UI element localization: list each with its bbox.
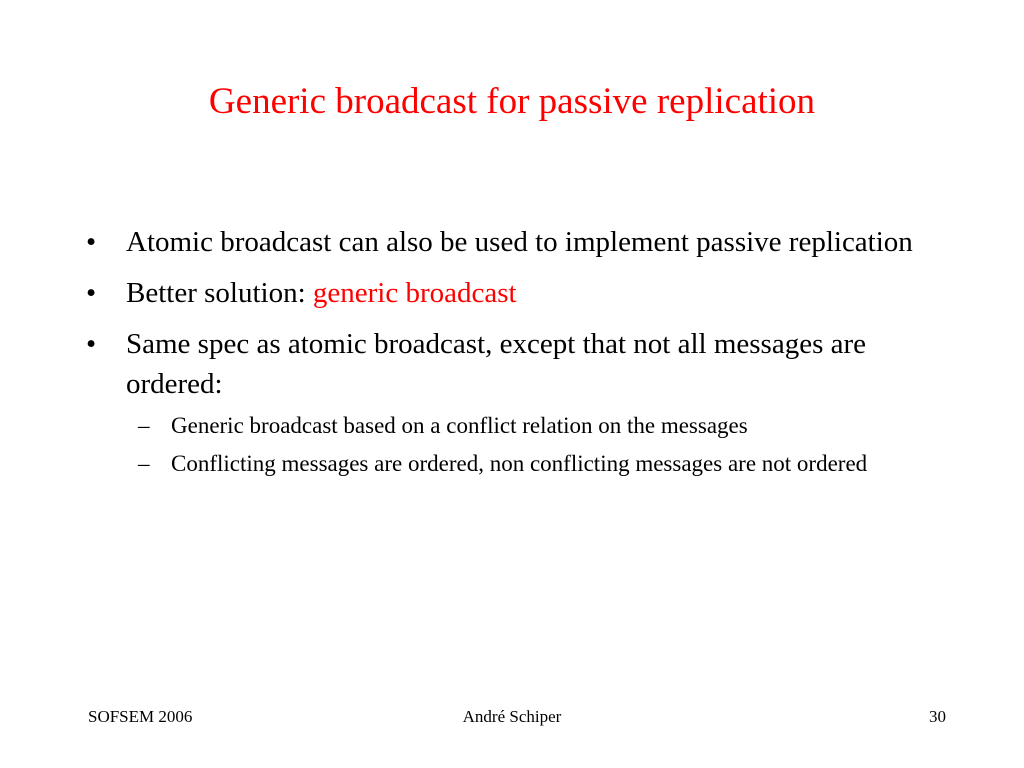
- bullet-text: Same spec as atomic broadcast, except that not all messages are ordered:: [126, 328, 867, 400]
- bullet-marker: •: [86, 277, 97, 309]
- bullet-list: [86, 222, 966, 491]
- footer-author: André Schiper: [462, 707, 562, 726]
- bullet-marker: •: [86, 226, 97, 258]
- footer-conference: SOFSEM 2006: [88, 707, 193, 726]
- bullet-marker: •: [86, 328, 97, 360]
- bullet-text: Better solution:: [126, 277, 313, 309]
- highlighted-term: generic broadcast: [312, 277, 517, 309]
- bullet-item: [86, 324, 966, 480]
- bullet-item: [86, 273, 966, 313]
- sub-bullet-marker: –: [138, 451, 150, 476]
- sub-bullet-marker: –: [138, 413, 150, 438]
- sub-bullet-item: [126, 410, 966, 442]
- footer-page-number: 30: [929, 707, 946, 726]
- sub-bullet-list: [126, 410, 966, 480]
- sub-bullet-text: Generic broadcast based on a conflict relation on the messages: [171, 413, 748, 438]
- bullet-text: Atomic broadcast can also be used to implement passive replication: [126, 226, 913, 258]
- sub-bullet-item: [126, 448, 966, 480]
- slide-title: Generic broadcast for passive replication: [208, 81, 816, 122]
- bullet-item: [86, 222, 966, 262]
- sub-bullet-text: Conflicting messages are ordered, non conflicting messages are not ordered: [171, 451, 868, 476]
